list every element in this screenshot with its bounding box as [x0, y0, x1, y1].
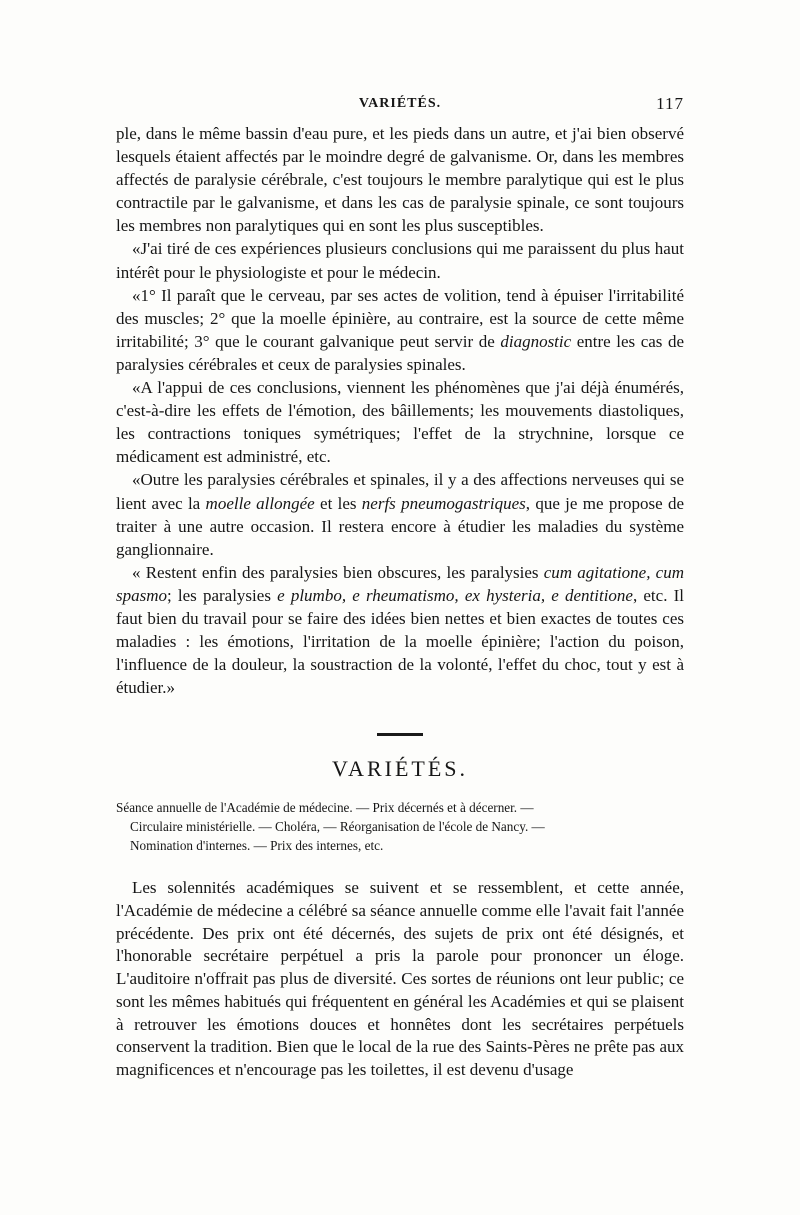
body-text: [116, 122, 684, 699]
paragraph: [116, 284, 684, 376]
page-header: [116, 96, 684, 122]
paragraph: «A l'appui de ces conclusions, viennent les phénomènes que j'ai déjà énumérés, c'est-à-dire les effets de l'émotion, des bâillements; les mouvements diastoliques, les contractions toniques symétriques; l'effet de la strychnine, lorsque ce médicament est administré, etc.: [116, 378, 684, 467]
italic-term: cum agitatione, cum spasmo: [116, 562, 684, 605]
summary-line: Séance annuelle de l'Académie de médecine. — Prix décernés et à décerner. —: [116, 800, 534, 816]
paragraph: [116, 468, 684, 560]
text-run: et les: [314, 493, 362, 513]
text-run: ; les paralysies: [167, 585, 278, 605]
section-summary: [116, 798, 684, 855]
section-divider: [377, 733, 423, 736]
section-text: [116, 877, 684, 1081]
text-run: «Outre les paralysies cérébrales et spinales, il y a des affections nerveuses qui se lient avec la: [116, 470, 684, 513]
summary-line: Nomination d'internes. — Prix des internes, etc.: [130, 838, 384, 854]
text-run: entre les cas de paralysies cérébrales et ceux de paralysies spinales.: [116, 331, 684, 374]
paragraph: ple, dans le même bassin d'eau pure, et les pieds dans un autre, et j'ai bien observé lesquels étaient affectés par le moindre degré de galvanisme. Or, dans les membres affectés de paralysie cérébrale, c'est toujours le membre paralytique qui est le plus contractile par le galvanisme, et dans les cas de paralysie spinale, ce sont toujours les membres non paralytiques qui en sont les plus susceptibles.: [116, 124, 684, 236]
italic-term: diagnostic: [500, 331, 572, 351]
paragraph: [116, 561, 684, 700]
text-run: «1° Il paraît que le cerveau, par ses actes de volition, tend à épuiser l'irritabilité des muscles; 2° que la moelle épinière, au contraire, est la source de cette même irritabilité; 3° que le courant galvanique peut servir de: [116, 285, 684, 351]
italic-term: moelle allongée: [205, 493, 315, 513]
running-title: VARIÉTÉS.: [358, 96, 442, 111]
section-heading: VARIÉTÉS.: [332, 756, 468, 782]
italic-term: nerfs pneumogastriques: [361, 493, 526, 513]
italic-term: e plumbo, e rheumatismo, ex hysteria, e dentitione: [277, 585, 633, 605]
paragraph: «J'ai tiré de ces expériences plusieurs conclusions qui me paraissent du plus haut intérêt pour le physiologiste et pour le médecin.: [116, 239, 684, 282]
page-number: 117: [656, 94, 684, 113]
summary-line: Circulaire ministérielle. — Choléra, — Réorganisation de l'école de Nancy. —: [130, 819, 545, 835]
page: [116, 96, 684, 1082]
text-run: , que je me propose de traiter à une autre occasion. Il restera encore à étudier les maladies du système ganglionnaire.: [116, 493, 684, 559]
text-run: « Restent enfin des paralysies bien obscures, les paralysies: [132, 562, 544, 582]
paragraph: Les solennités académiques se suivent et se ressemblent, et cette année, l'Académie de médecine a célébré sa séance annuelle comme elle l'avait fait l'année précédente. Des prix ont été décernés, des sujets de prix ont été désignés, et l'honorable secrétaire perpétuel a pris la parole pour prononcer un éloge. L'auditoire n'offrait pas plus de diversité. Ces sortes de réunions ont leur public; ce sont les mêmes habitués qui fréquentent en général les Académies et qui se plaisent à retrouver les émotions douces et honnêtes dont les secrétaires perpétuels conservent la tradition. Bien que le local de la rue des Saints-Pères ne prête pas aux magnificences et n'encourage pas les toilettes, il est devenu d'usage: [116, 878, 684, 1079]
text-run: , etc. Il faut bien du travail pour se faire des idées bien nettes et bien exactes de toutes ces maladies : les émotions, l'irritation de la moelle épinière; l'action du poison, l'influence de la douleur, la soustraction de la volonté, l'effet du choc, tout y est à étudier.»: [116, 585, 684, 698]
